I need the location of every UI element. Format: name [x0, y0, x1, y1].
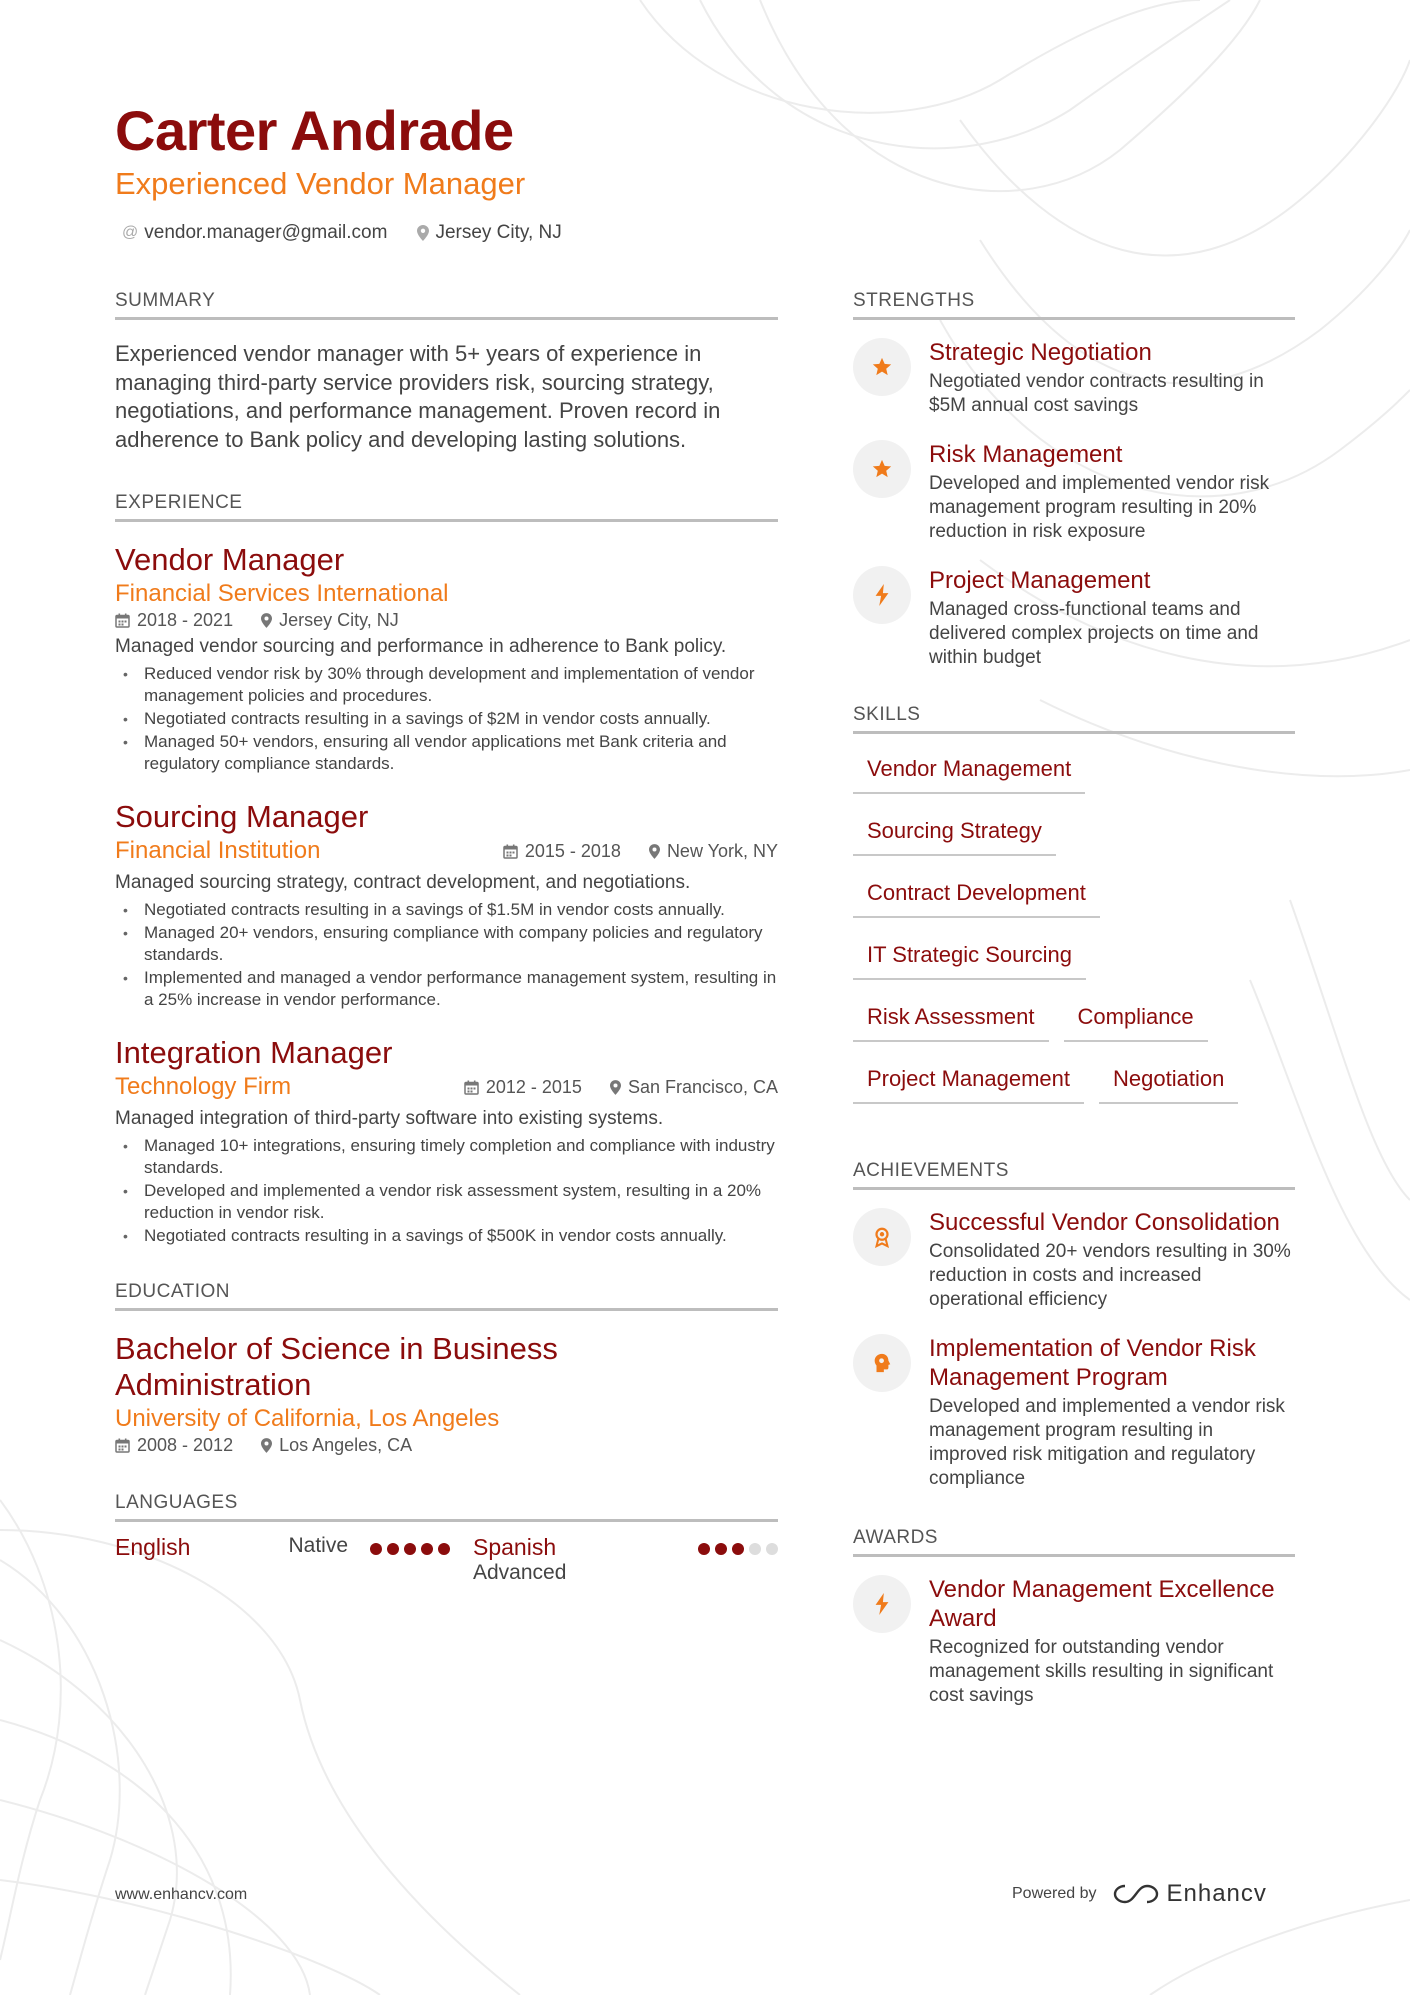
award-title: Vendor Management Excellence Award	[929, 1576, 1275, 1632]
proficiency-dot	[766, 1543, 778, 1555]
language-level: Advanced	[473, 1561, 567, 1584]
education-heading: EDUCATION	[115, 1281, 778, 1311]
education-meta	[115, 1435, 778, 1456]
skills-heading: SKILLS	[853, 704, 1295, 734]
strength-item	[853, 566, 1295, 670]
language-name: Spanish	[473, 1534, 557, 1560]
contact-info	[122, 222, 562, 244]
job-entry	[115, 542, 778, 775]
strength-title: Strategic Negotiation	[929, 339, 1152, 366]
location-pin-icon	[610, 1080, 621, 1095]
proficiency-dot	[698, 1543, 710, 1555]
language-proficiency-dots	[370, 1543, 450, 1558]
calendar-icon	[115, 1438, 130, 1453]
job-description: Managed vendor sourcing and performance in adherence to Bank policy.	[115, 636, 727, 657]
job-bullets	[115, 663, 778, 775]
skills-section	[853, 704, 1295, 1104]
at-icon: @	[122, 224, 139, 241]
skills-list	[853, 748, 1295, 1104]
job-entry	[115, 1035, 778, 1247]
job-dates: 2015 - 2018	[524, 840, 621, 861]
medal-icon	[871, 1226, 893, 1248]
strengths-section	[853, 290, 1295, 670]
enhancv-logo-icon	[1113, 1883, 1159, 1905]
brand-name: Enhancv	[1166, 1880, 1267, 1907]
summary-text: Experienced vendor manager with 5+ years of experience in managing third-party service providers risk, sourcing strategy, negotiations, and performance management. Proven record in adherence to Bank policy and developing lasting solutions.	[115, 341, 721, 452]
location-pin-icon	[261, 613, 272, 628]
footer-branding	[1012, 1880, 1267, 1908]
achievement-item	[853, 1208, 1295, 1312]
job-location: New York, NY	[666, 840, 778, 861]
language-english	[115, 1534, 450, 1561]
achievement-description: Developed and implemented a vendor risk management program resulting in improved risk mitigation and regulatory compliance	[929, 1396, 1285, 1489]
job-company: Financial Services International	[115, 580, 449, 607]
strength-item	[853, 440, 1295, 544]
location-text: Jersey City, NJ	[435, 222, 562, 243]
contact-email[interactable]	[122, 222, 387, 244]
education-location: Los Angeles, CA	[279, 1435, 413, 1455]
proficiency-dot	[387, 1543, 399, 1555]
candidate-name: Carter Andrade	[115, 99, 514, 162]
job-bullet: • Managed 50+ vendors, ensuring all vendor applications met Bank criteria and regulatory compliance standards.	[115, 731, 778, 775]
star-icon	[871, 458, 893, 480]
job-meta	[115, 610, 778, 631]
job-bullets	[115, 1135, 778, 1247]
footer-website[interactable]: www.enhancv.com	[115, 1886, 248, 1903]
job-title: Integration Manager	[115, 1035, 393, 1070]
language-spanish	[473, 1534, 778, 1585]
experience-heading: EXPERIENCE	[115, 492, 778, 522]
job-bullet: • Managed 20+ vendors, ensuring compliance with company policies and regulatory standards.	[115, 922, 778, 966]
strength-item	[853, 338, 1295, 418]
education-section	[115, 1281, 778, 1456]
location-pin-icon	[417, 225, 429, 241]
job-meta	[464, 1077, 778, 1098]
lightning-icon	[874, 584, 890, 606]
proficiency-dot	[749, 1543, 761, 1555]
email-text: vendor.manager@gmail.com	[144, 222, 388, 243]
job-bullet: • Negotiated contracts resulting in a savings of $500K in vendor costs annually.	[115, 1225, 778, 1247]
strength-description: Managed cross-functional teams and delivered complex projects on time and within budget	[929, 599, 1259, 668]
languages-heading: LANGUAGES	[115, 1492, 778, 1522]
calendar-icon	[464, 1080, 479, 1095]
left-column	[115, 290, 778, 1585]
job-bullet: • Negotiated contracts resulting in a savings of $2M in vendor costs annually.	[115, 708, 778, 730]
award-item	[853, 1575, 1295, 1708]
job-bullets	[115, 899, 778, 1011]
summary-section	[115, 290, 778, 454]
job-description: Managed sourcing strategy, contract development, and negotiations.	[115, 872, 691, 893]
strength-description: Negotiated vendor contracts resulting in $5M annual cost savings	[929, 371, 1264, 416]
strengths-heading: STRENGTHS	[853, 290, 1295, 320]
experience-section	[115, 492, 778, 1247]
strength-title: Risk Management	[929, 441, 1123, 468]
skill-tag: Project Management	[853, 1058, 1084, 1104]
head-gear-icon	[871, 1352, 893, 1374]
job-entry	[115, 799, 778, 1011]
strength-title: Project Management	[929, 567, 1151, 594]
job-description: Managed integration of third-party software into existing systems.	[115, 1108, 664, 1129]
achievements-section	[853, 1160, 1295, 1491]
skill-tag: Compliance	[1064, 996, 1208, 1042]
location-pin-icon	[261, 1438, 272, 1453]
proficiency-dot	[715, 1543, 727, 1555]
proficiency-dot	[370, 1543, 382, 1555]
achievement-description: Consolidated 20+ vendors resulting in 30% reduction in costs and increased operational efficiency	[929, 1241, 1291, 1310]
proficiency-dot	[404, 1543, 416, 1555]
job-bullet: • Managed 10+ integrations, ensuring timely completion and compliance with industry standards.	[115, 1135, 778, 1179]
languages-section	[115, 1492, 778, 1585]
calendar-icon	[503, 844, 518, 859]
summary-heading: SUMMARY	[115, 290, 778, 320]
job-company: Technology Firm	[115, 1073, 292, 1100]
candidate-title: Experienced Vendor Manager	[115, 166, 526, 201]
language-proficiency-dots	[698, 1543, 778, 1555]
job-meta	[503, 841, 778, 862]
achievement-title: Successful Vendor Consolidation	[929, 1209, 1280, 1236]
job-bullet: • Reduced vendor risk by 30% through development and implementation of vendor management policies and procedures.	[115, 663, 778, 707]
job-bullet: • Negotiated contracts resulting in a savings of $1.5M in vendor costs annually.	[115, 899, 778, 921]
proficiency-dot	[732, 1543, 744, 1555]
education-dates: 2008 - 2012	[137, 1435, 234, 1455]
job-bullet: • Implemented and managed a vendor performance management system, resulting in a 25% increase in vendor performance.	[115, 967, 778, 1011]
strength-description: Developed and implemented vendor risk management program resulting in 20% reduction in risk exposure	[929, 473, 1270, 542]
achievement-item	[853, 1334, 1295, 1491]
job-title: Vendor Manager	[115, 542, 345, 577]
achievement-title: Implementation of Vendor Risk Management Program	[929, 1335, 1256, 1391]
achievements-heading: ACHIEVEMENTS	[853, 1160, 1295, 1190]
location-pin-icon	[649, 844, 660, 859]
skill-tag: Risk Assessment	[853, 996, 1049, 1042]
contact-location	[417, 222, 561, 244]
job-company: Financial Institution	[115, 837, 321, 864]
star-icon	[871, 356, 893, 378]
skill-tag: Sourcing Strategy	[853, 810, 1056, 856]
degree-title: Bachelor of Science in Business Administration	[115, 1331, 558, 1402]
skill-tag: Vendor Management	[853, 748, 1085, 794]
language-level: Native	[288, 1534, 348, 1557]
awards-section	[853, 1527, 1295, 1708]
awards-heading: AWARDS	[853, 1527, 1295, 1557]
powered-by-text: Powered by	[1012, 1885, 1097, 1902]
proficiency-dot	[438, 1543, 450, 1555]
right-column	[853, 290, 1295, 1730]
language-name: English	[115, 1534, 191, 1560]
job-title: Sourcing Manager	[115, 799, 369, 834]
proficiency-dot	[421, 1543, 433, 1555]
job-bullet: • Developed and implemented a vendor risk assessment system, resulting in a 20% reduction in vendor risk.	[115, 1180, 778, 1224]
job-location: Jersey City, NJ	[279, 610, 399, 630]
skill-tag: IT Strategic Sourcing	[853, 934, 1086, 980]
school-name: University of California, Los Angeles	[115, 1405, 500, 1432]
job-location: San Francisco, CA	[627, 1076, 778, 1097]
skill-tag: Contract Development	[853, 872, 1100, 918]
skill-tag: Negotiation	[1099, 1058, 1238, 1104]
calendar-icon	[115, 613, 130, 628]
job-dates: 2012 - 2015	[485, 1076, 582, 1097]
enhancv-logo[interactable]	[1113, 1880, 1267, 1908]
lightning-icon	[874, 1593, 890, 1615]
job-dates: 2018 - 2021	[137, 610, 234, 630]
award-description: Recognized for outstanding vendor management skills resulting in significant cost savings	[929, 1637, 1274, 1706]
